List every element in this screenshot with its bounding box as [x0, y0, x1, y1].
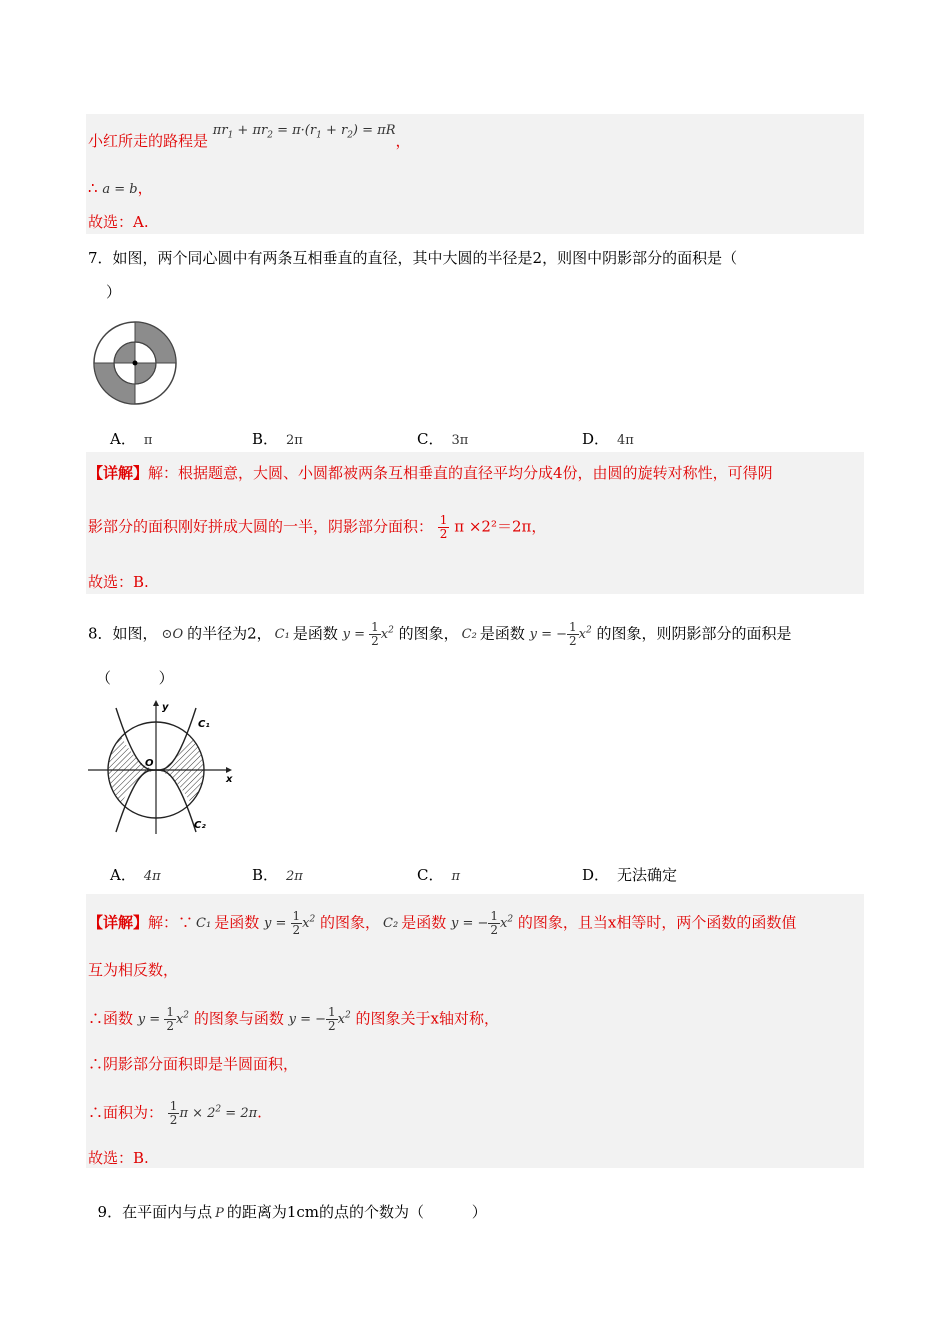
- q8-x-axis-label: x: [226, 774, 233, 785]
- q8-stem-line2: （ ）: [96, 669, 174, 687]
- prev-solution-line1: 小红所走的路程是 $\pi r_1 + \pi r_2 = \pi\cdot(r_1 + r_2) = \pi R$，: [88, 123, 411, 150]
- q7-option-a[interactable]: A． π: [110, 430, 153, 448]
- q8-solution-line3: ∴函数 y = $\frac{1}{2}$ $x^2$ 的图象与函数 y = − $\frac{1}{2}$ $x^2$ 的图象关于x轴对称，: [88, 1005, 499, 1034]
- q8-solution-answer: 故选：B.: [88, 1149, 149, 1167]
- q8-stem-line1: 8．如图， ⊙O 的半径为2， C₁ 是函数 y = $\frac{1}{2}$ $x^2$ 的图象， C₂ 是函数 y = − $\frac{1}{2}$ $x^2$ 的图象，则阴影部分的面积是: [88, 620, 792, 649]
- path-equation: $\pi r_1 + \pi r_2 = \pi\cdot(r_1 + r_2) = \pi R$: [212, 123, 396, 141]
- q8-eq2: y = − $\frac{1}{2}$ $x^2$: [529, 620, 592, 649]
- q8-option-d[interactable]: D． 无法确定: [582, 866, 678, 884]
- q8-y-axis-label: y: [162, 702, 169, 713]
- q8-solution-line1: 【详解】解：∵ C₁ 是函数 y = $\frac{1}{2}$ $x^2$ 的图象， C₂ 是函数 y = − $\frac{1}{2}$ $x^2$ 的图象，且当x相等时，两个函数的函数值: [88, 909, 797, 938]
- q8-option-a[interactable]: A． 4π: [110, 866, 161, 884]
- q8-option-c[interactable]: C． π: [417, 866, 461, 884]
- q8-origin-label: O: [145, 758, 154, 769]
- q9-stem: 9．在平面内与点 P 的距离为1cm的点的个数为（ ）: [97, 1203, 487, 1221]
- q7-stem-line1: 7．如图，两个同心圆中有两条互相垂直的直径，其中大圆的半径是2，则图中阴影部分的面积是（: [88, 249, 738, 267]
- q8-solution-line2: 互为相反数，: [88, 961, 179, 979]
- q8-eq1: y = $\frac{1}{2}$ $x^2$: [342, 620, 394, 649]
- q8-solution-line4: ∴阴影部分面积即是半圆面积，: [88, 1055, 299, 1073]
- prev-solution-line2: ∴ a = b，: [88, 179, 153, 197]
- q7-solution-answer: 故选：B.: [88, 573, 149, 591]
- q7-half-fraction: $\frac{1}{2}$: [439, 513, 448, 541]
- q7-solution-tag: 【详解】: [88, 464, 149, 482]
- q7-option-d[interactable]: D． 4π: [582, 430, 634, 448]
- prev-solution-answer: 故选：A.: [88, 213, 149, 231]
- q7-stem-line2: ）: [106, 283, 122, 301]
- q8-c2-label: C₂: [194, 820, 206, 831]
- q7-option-b[interactable]: B． 2π: [252, 430, 303, 448]
- q8-c1-label: C₁: [198, 719, 210, 730]
- q8-parabola-circle-figure: [86, 700, 236, 836]
- q8-option-b[interactable]: B． 2π: [252, 866, 303, 884]
- q7-option-c[interactable]: C． 3π: [417, 430, 469, 448]
- q7-concentric-circles-figure: [92, 320, 178, 406]
- q7-solution-line1: 【详解】解：根据题意，大圆、小圆都被两条互相垂直的直径平均分成4份，由圆的旋转对称性，可得阴: [88, 464, 773, 482]
- q7-solution-line2: 影部分的面积刚好拼成大圆的一半，阴影部分面积： $\frac{1}{2}$ π ×2²＝2π，: [88, 513, 547, 541]
- q8-solution-line5: ∴面积为： $\frac{1}{2}$ $\pi \times 2^2 = 2\pi$.: [88, 1099, 262, 1128]
